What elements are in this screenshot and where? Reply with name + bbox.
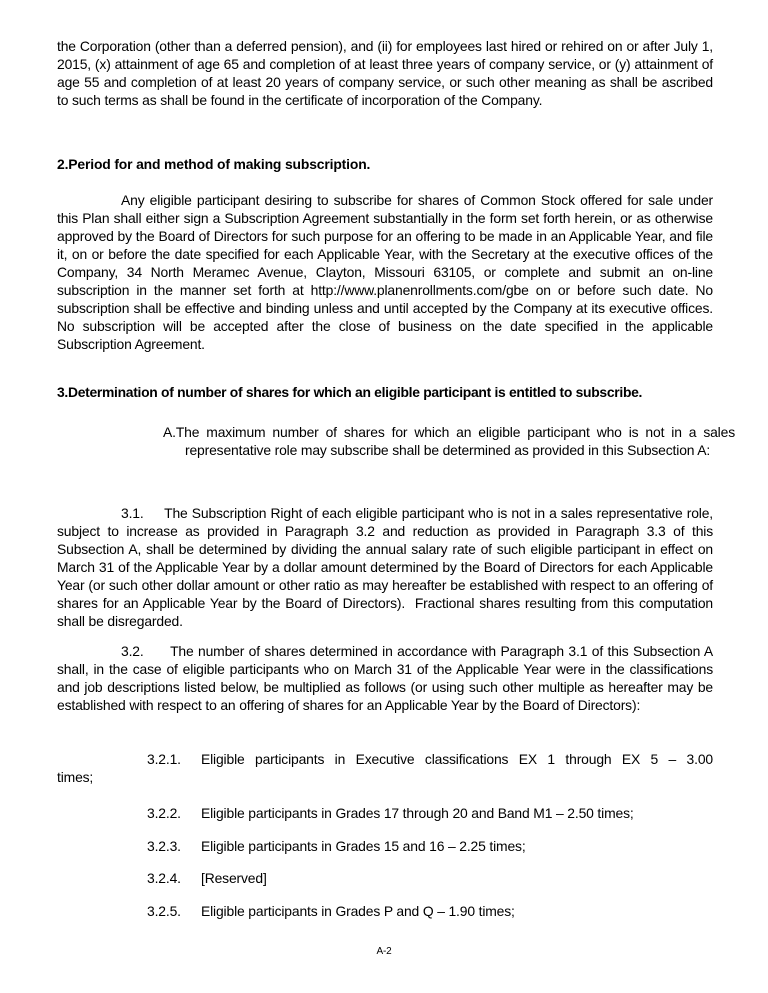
- list-item-3-2-5: [147, 902, 515, 920]
- section-2-body: Any eligible participant desiring to subscribe for shares of Common Stock offered for sale under this Plan shall either sign a Subscription Agreement substantially in the form set forth herein, or as otherwise approved by the Board of Directors for such purpose for an offering to be made in an Applicable Year, and file it, on or before the date specified for each Applicable Year, with the Secretary at the executive offices of the Company, 34 North Meramec Avenue, Clayton, Missouri 63105, or complete and submit an on-line subscription in the manner set forth at http://www.planenrollments.com/gbe on or before such date. No subscription shall be effective and binding unless and until accepted by the Company at its executive offices. No subscription will be accepted after the close of business on the date specified in the applicable Subscription Agreement.: [57, 192, 713, 352]
- section-2-heading: 2.Period for and method of making subscription.: [57, 156, 371, 172]
- paragraph-3-1: 3.1. The Subscription Right of each eligible participant who is not in a sales representative role, subject to increase as provided in Paragraph 3.2 and reduction as provided in Paragraph 3.3 of this Subsection A, shall be determined by dividing the annual salary rate of such eligible participant in effect on March 31 of the Applicable Year by a dollar amount determined by the Board of Directors for each Applicable Year (or such other dollar amount or other ratio as may hereafter be established with respect to an offering of shares for an Applicable Year by the Board of Directors). Fractional shares resulting from this computation shall be disregarded.: [57, 505, 717, 629]
- item-number: 3.2.3.: [147, 838, 181, 854]
- item-number: 3.2.2.: [147, 805, 181, 821]
- item-text: [Reserved]: [201, 870, 267, 886]
- item-number: 3.2.1.: [147, 751, 181, 767]
- subsection-a-intro: A.The maximum number of shares for which an eligible participant who is not in a sales representative role may subscribe shall be determined as provided in this Subsection A:: [163, 424, 735, 458]
- item-text: Eligible participants in Grades 15 and 16 – 2.25 times;: [201, 838, 526, 854]
- item-number: 3.2.5.: [147, 903, 181, 919]
- item-number: 3.2.4.: [147, 870, 181, 886]
- item-text: Eligible participants in Grades P and Q – 1.90 times;: [201, 903, 515, 919]
- list-item-3-2-4: [147, 869, 267, 887]
- page-number: A-2: [376, 946, 392, 957]
- list-item-3-2-2: [147, 804, 634, 822]
- list-item-3-2-1: [147, 750, 713, 768]
- intro-paragraph: the Corporation (other than a deferred pension), and (ii) for employees last hired or rehired on or after July 1, 2015, (x) attainment of age 65 and completion of at least three years of company service, or (y) attainment of age 55 and completion of at least 20 years of company service, or such other meaning as shall be ascribed to such terms as shall be found in the certificate of incorporation of the Company.: [57, 38, 713, 108]
- item-continuation: times;: [57, 769, 94, 785]
- item-text: Eligible participants in Grades 17 through 20 and Band M1 – 2.50 times;: [201, 805, 634, 821]
- item-text: Eligible participants in Executive classifications EX 1 through EX 5 – 3.00: [201, 751, 713, 767]
- paragraph-3-2: 3.2. The number of shares determined in accordance with Paragraph 3.1 of this Subsection A shall, in the case of eligible participants who on March 31 of the Applicable Year were in the classifications and job descriptions listed below, be multiplied as follows (or using such other multiple as hereafter may be established with respect to an offering of shares for an Applicable Year by the Board of Directors):: [57, 643, 717, 713]
- list-item-3-2-3: [147, 837, 526, 855]
- section-3-heading: 3.Determination of number of shares for which an eligible participant is entitled to subscribe.: [57, 384, 643, 400]
